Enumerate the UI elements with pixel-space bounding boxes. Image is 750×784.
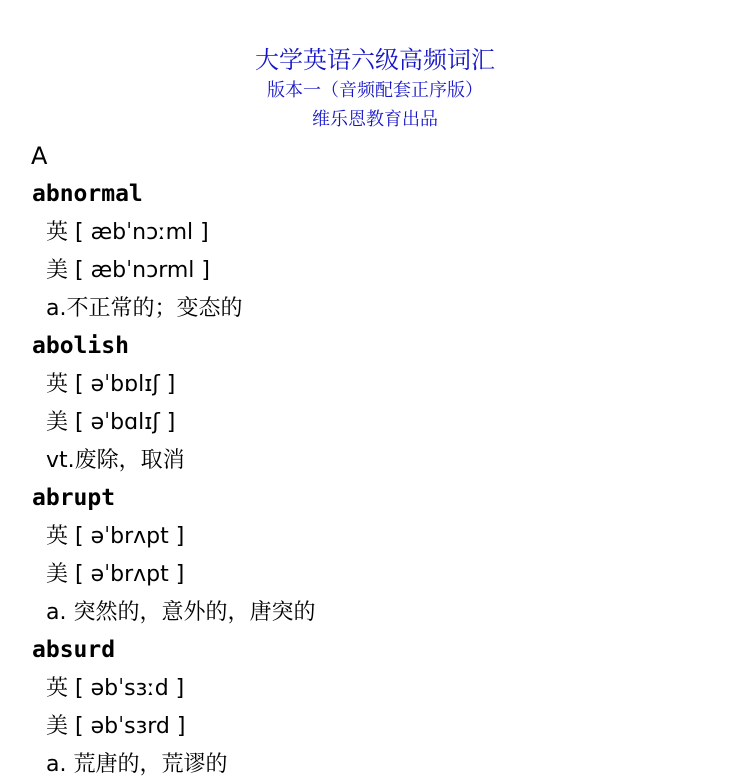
entry-word: abolish: [32, 333, 129, 359]
entry-meaning: vt.废除，取消: [46, 448, 185, 473]
entry-us-pronunciation: 美 [ əˈbrʌpt ]: [46, 562, 185, 587]
entry-meaning: a. 突然的，意外的，唐突的: [46, 600, 316, 625]
document-subtitle: 版本一（音频配套正序版）: [267, 80, 483, 101]
section-letter: A: [31, 142, 48, 170]
entry-uk-pronunciation: 英 [ əˈbɒlɪʃ ]: [46, 372, 176, 397]
entry-meaning: a. 荒唐的，荒谬的: [46, 752, 228, 777]
entry-word: abnormal: [32, 181, 143, 207]
vocabulary-entry: [0, 480, 750, 632]
document-title: 大学英语六级高频词汇: [255, 46, 495, 74]
vocabulary-list: [0, 176, 750, 784]
entry-us-pronunciation: 美 [ æbˈnɔrml ]: [46, 258, 210, 283]
entry-us-pronunciation: 美 [ əbˈsɜrd ]: [46, 714, 186, 739]
vocabulary-entry: [0, 176, 750, 328]
entry-meaning: a.不正常的；变态的: [46, 296, 243, 321]
entry-uk-pronunciation: 英 [ əˈbrʌpt ]: [46, 524, 185, 549]
entry-uk-pronunciation: 英 [ æbˈnɔːml ]: [46, 220, 209, 245]
vocabulary-entry: [0, 632, 750, 784]
document-publisher: 维乐恩教育出品: [312, 109, 438, 130]
entry-uk-pronunciation: 英 [ əbˈsɜːd ]: [46, 676, 185, 701]
entry-word: abrupt: [32, 485, 116, 511]
entry-us-pronunciation: 美 [ əˈbɑlɪʃ ]: [46, 410, 176, 435]
vocabulary-entry: [0, 328, 750, 480]
entry-word: absurd: [32, 637, 116, 663]
